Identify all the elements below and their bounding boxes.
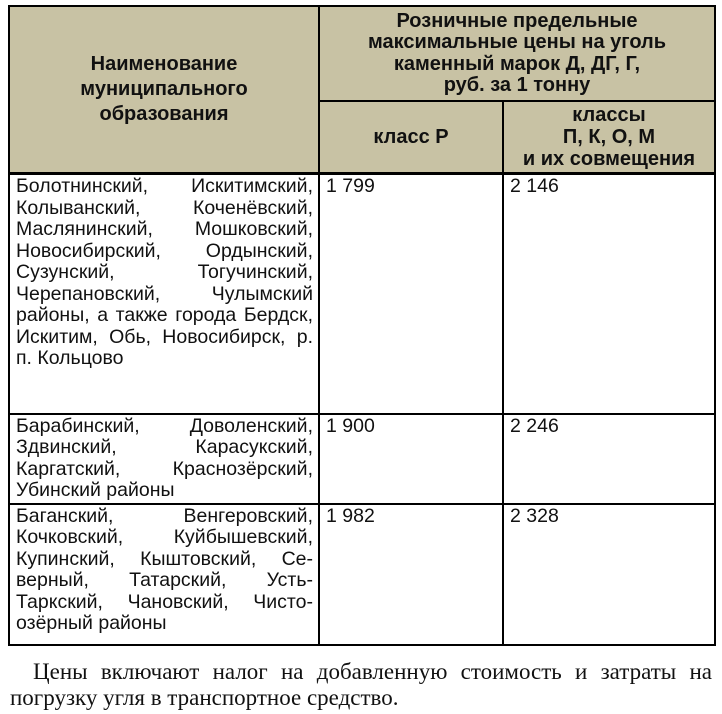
header-class-other [503,101,715,174]
header-line: и их совмещения [522,148,696,170]
header-municipality-name [9,6,319,174]
header-line: образования [99,103,229,125]
table-row [9,414,715,504]
class-other-price-cell: 2 328 [503,504,715,645]
districts-cell: Баганский, Венгеровский, Кочковский, Куйбышевский, Купинский, Кыштовский, Северный, Татарский, Усть-Таркский, Чановский, Чистоозёрный районы [9,504,319,645]
class-other-price-cell: 2 246 [503,414,715,504]
class-r-price-cell: 1 982 [319,504,503,645]
header-class-r [319,101,503,174]
header-line: Розничные предельные [396,9,638,32]
coal-price-table [8,5,716,646]
table-body [9,174,715,645]
header-price-title [319,6,715,101]
table-header [9,6,715,174]
header-line: классы [572,104,646,126]
class-r-price-cell: 1 799 [319,174,503,414]
table-row [9,504,715,645]
districts-cell: Болотнинский, Искитимский, Колыванский, Коченёвский, Маслянинский, Мошковский, Новосибирский, Ордынский, Сузунский, Тогучинский, Черепановский, Чулымский районы, а также города Бердск, Искитим, Обь, Новосибирск, р. п. Кольцово [9,174,319,414]
header-line: класс Р [373,126,449,148]
footnote-text: Цены включают налог на добавленную стоимость и затраты на погрузку угля в транспортное средство. [10,658,712,710]
table-row [9,174,715,414]
header-line: муниципального [80,78,248,100]
header-line: каменный марок Д, ДГ, Г, [393,52,641,75]
header-line: Наименование [90,53,238,75]
class-r-price-cell: 1 900 [319,414,503,504]
class-other-price-cell: 2 146 [503,174,715,414]
districts-cell: Барабинский, Доволенский, Здвинский, Карасукский, Каргатский, Краснозёрский, Убинский районы [9,414,319,504]
header-line: руб. за 1 тонну [443,74,591,96]
header-line: П, К, О, М [562,126,656,148]
header-line: максимальные цены на уголь [367,31,667,53]
